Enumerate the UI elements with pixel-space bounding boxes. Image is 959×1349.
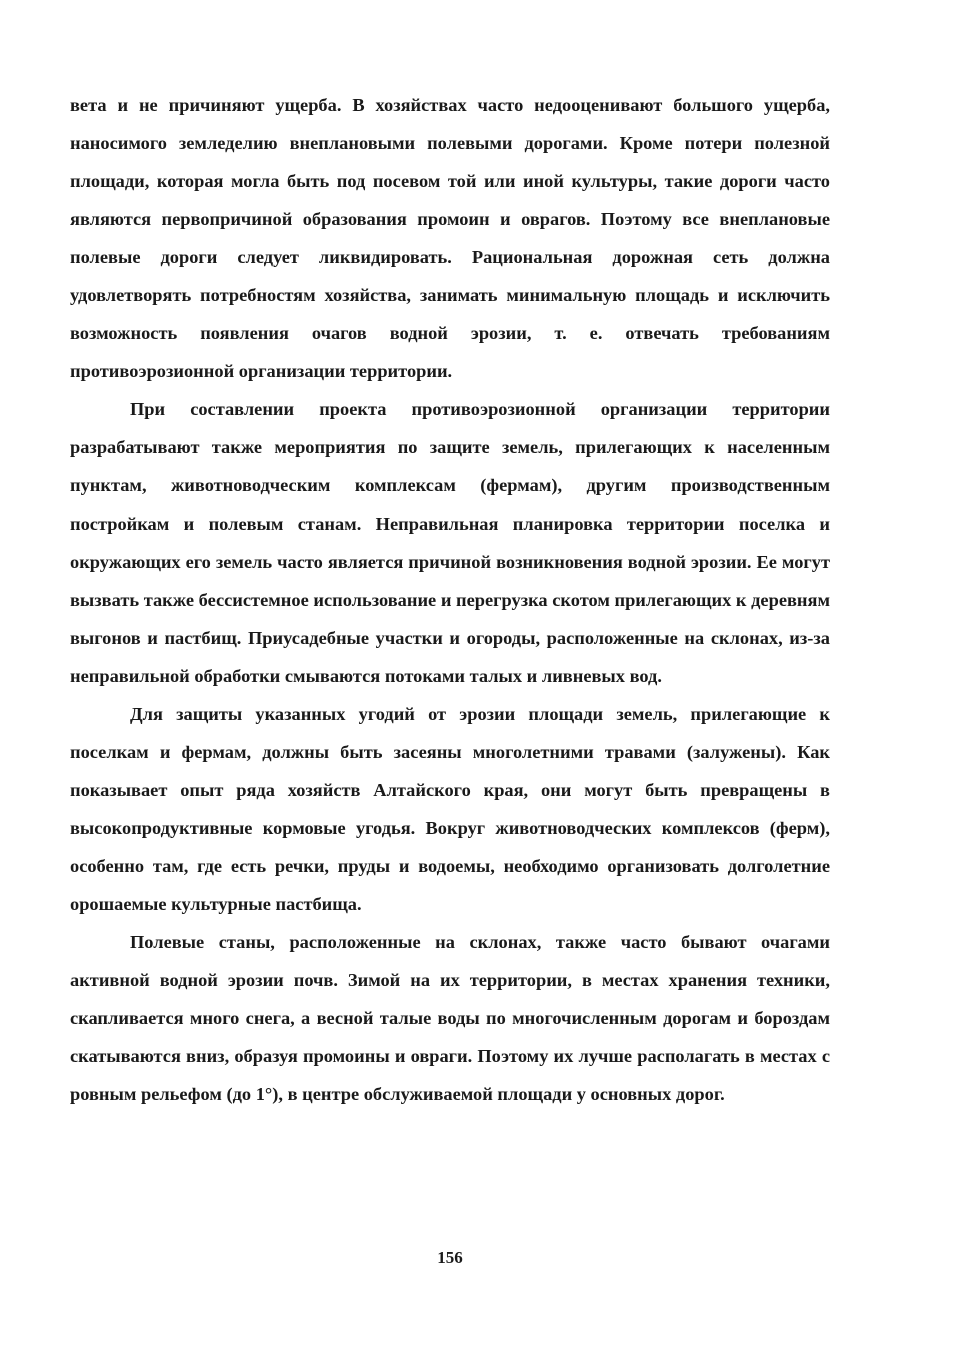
paragraph-1: вета и не причиняют ущерба. В хозяйствах часто недооценивают большого ущерба, наносимого земледелию внеплановыми полевыми дорогами. Кроме потери полезной площади, которая могла быть под посевом той или иной культуры, такие дороги часто являются первопричиной образования промоин и оврагов. Поэтому все внеплановые полевые дороги следует ликвидировать. Рациональная дорожная сеть должна удовлетворять потребностям хозяйства, занимать минимальную площадь и исключить возможность появления очагов водной эрозии, т. е. отвечать требованиям противоэрозионной организации территории. xyxy=(70,95,830,382)
paragraph-2: При составлении проекта противоэрозионной организации территории разрабатывают также мероприятия по защите земель, прилегающих к населенным пунктам, животноводческим комплексам (фермам), другим производственным постройкам и полевым станам. Неправильная планировка территории поселка и окружающих его земель часто является причиной возникновения водной эрозии. Ее могут вызвать также бессистемное использование и перегрузка скотом прилегающих к деревням выгонов и пастбищ. Приусадебные участки и огороды, расположенные на склонах, из-за неправильной обработки смываются потоками талых и ливневых вод. xyxy=(70,399,830,686)
paragraph-3: Для защиты указанных угодий от эрозии площади земель, прилегающие к поселкам и фермам, должны быть засеяны многолетними травами (залужены). Как показывает опыт ряда хозяйств Алтайского края, они могут быть превращены в высокопродуктивные кормовые угодья. Вокруг животноводческих комплексов (ферм), особенно там, где есть речки, пруды и водоемы, необходимо организовать долголетние орошаемые культурные пастбища. xyxy=(70,703,830,914)
page-number: 156 xyxy=(437,1248,463,1267)
body-text xyxy=(70,86,830,1113)
paragraph-4: Полевые станы, расположенные на склонах, также часто бывают очагами активной водной эрозии почв. Зимой на их территории, в местах хранения техники, скапливается много снега, а весной талые воды по многочисленным дорогам и бороздам скатываются вниз, образуя промоины и овраги. Поэтому их лучше располагать в местах с ровным рельефом (до 1°), в центре обслуживаемой площади у основных дорог. xyxy=(70,932,830,1105)
